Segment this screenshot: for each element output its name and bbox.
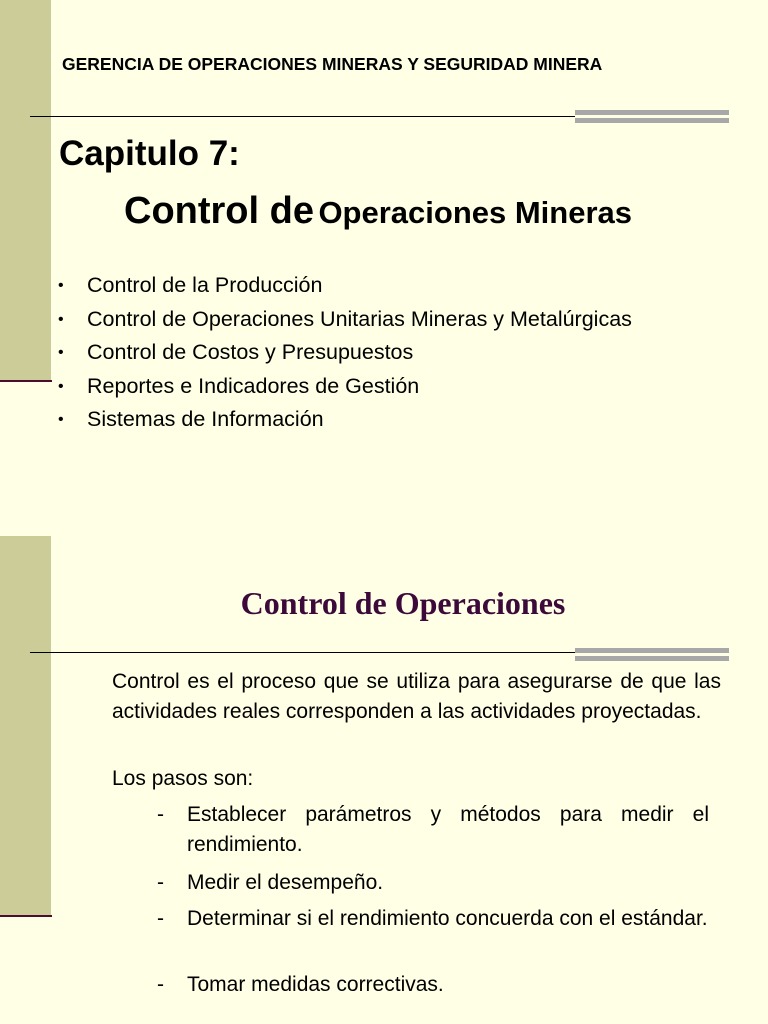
slide-title: Control de Operaciones (240, 585, 566, 621)
step-item (157, 970, 709, 1000)
title-part-2: Operaciones Mineras (318, 195, 633, 230)
dash-icon: - (157, 973, 164, 996)
gray-double-bar (575, 110, 729, 123)
side-accent-line (0, 380, 52, 382)
bullet-list (58, 270, 632, 438)
header-rule (30, 652, 575, 653)
chapter-label: Capitulo 7: (59, 134, 240, 173)
step-text: Medir el desempeño. (187, 871, 384, 894)
step-text: Tomar medidas correctivas. (187, 973, 444, 996)
bullet-item (58, 371, 632, 405)
bullet-text: Control de la Producción (87, 273, 323, 297)
dash-icon: - (157, 907, 164, 930)
bullet-text: Sistemas de Información (87, 407, 324, 432)
step-text: Determinar si el rendimiento concuerda con el estándar. (187, 907, 708, 930)
gray-double-bar (575, 648, 729, 661)
title-part-1: Control de (124, 190, 314, 232)
bullet-item (58, 304, 632, 338)
bullet-icon: • (58, 377, 64, 395)
slide-header: GERENCIA DE OPERACIONES MINERAS Y SEGURIDAD MINERA (62, 54, 603, 74)
bullet-item (58, 337, 632, 371)
side-bar (0, 0, 51, 381)
bullet-icon: • (58, 277, 64, 294)
dash-icon: - (157, 803, 164, 826)
bullet-icon: • (58, 310, 64, 328)
dash-icon: - (157, 871, 164, 894)
step-item (157, 800, 709, 860)
bullet-item (58, 270, 632, 304)
step-text: Establecer parámetros y métodos para medir el rendimiento. (187, 803, 709, 856)
bullet-text: Control de Operaciones Unitarias Mineras y Metalúrgicas (87, 306, 632, 331)
side-accent-line (0, 915, 52, 917)
bullet-icon: • (58, 344, 64, 362)
step-item (157, 868, 709, 898)
bullet-text: Reportes e Indicadores de Gestión (87, 373, 420, 398)
bullet-item (58, 404, 632, 438)
bullet-icon: • (58, 411, 64, 429)
slide-2 (0, 512, 768, 1024)
step-item (157, 904, 709, 934)
steps-heading: Los pasos son: (112, 767, 254, 790)
bullet-text: Control de Costos y Presupuestos (87, 340, 414, 365)
slide-title (124, 190, 632, 233)
definition-paragraph: Control es el proceso que se utiliza para asegurarse de que las actividades reales corresponden a las actividades proyectadas. (112, 670, 721, 723)
header-rule (30, 116, 575, 117)
